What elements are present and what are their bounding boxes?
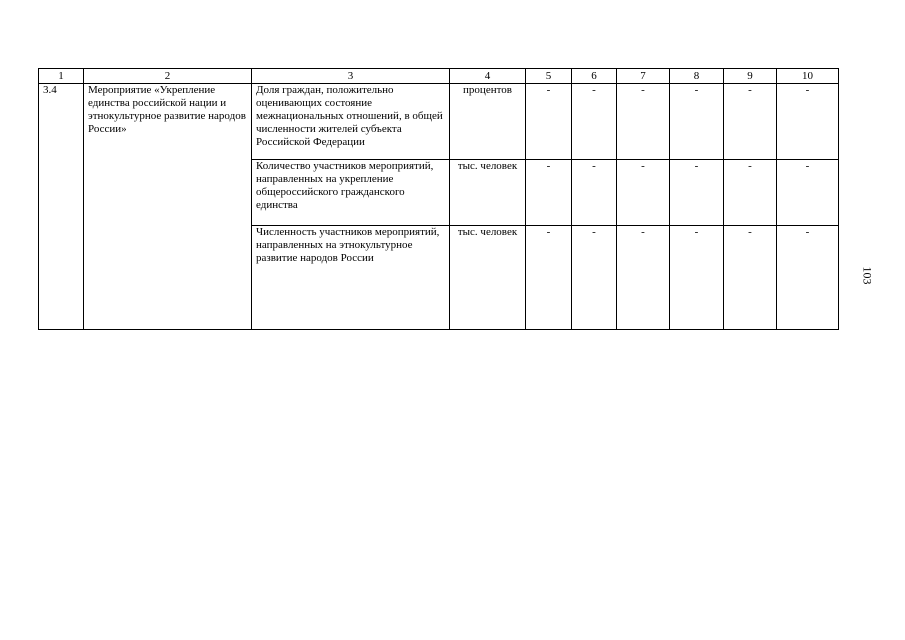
- header-cell-3: 3: [252, 69, 450, 84]
- event-name-cell: Мероприятие «Укрепление единства российской нации и этнокультурное развитие народов России»: [84, 84, 252, 330]
- value-cell: -: [724, 226, 777, 330]
- header-cell-8: 8: [670, 69, 724, 84]
- value-cell: -: [777, 160, 839, 226]
- value-cell: -: [572, 226, 617, 330]
- value-cell: -: [526, 226, 572, 330]
- header-row: [39, 69, 839, 84]
- header-cell-6: 6: [572, 69, 617, 84]
- value-cell: -: [670, 160, 724, 226]
- value-cell: -: [572, 160, 617, 226]
- header-cell-10: 10: [777, 69, 839, 84]
- header-cell-9: 9: [724, 69, 777, 84]
- indicator-name-cell: Количество участников мероприятий, направленных на укрепление общероссийского гражданского единства: [252, 160, 450, 226]
- unit-cell: процентов: [450, 84, 526, 160]
- value-cell: -: [526, 160, 572, 226]
- value-cell: -: [526, 84, 572, 160]
- value-cell: -: [777, 226, 839, 330]
- value-cell: -: [670, 226, 724, 330]
- value-cell: -: [617, 226, 670, 330]
- unit-cell: тыс. человек: [450, 226, 526, 330]
- value-cell: -: [777, 84, 839, 160]
- value-cell: -: [724, 160, 777, 226]
- unit-cell: тыс. человек: [450, 160, 526, 226]
- indicator-name-cell: Доля граждан, положительно оценивающих состояние межнациональных отношений, в общей численности жителей субъекта Российской Федерации: [252, 84, 450, 160]
- row-id-cell: 3.4: [39, 84, 84, 330]
- value-cell: -: [617, 84, 670, 160]
- header-cell-4: 4: [450, 69, 526, 84]
- header-cell-2: 2: [84, 69, 252, 84]
- value-cell: -: [724, 84, 777, 160]
- value-cell: -: [572, 84, 617, 160]
- value-cell: -: [617, 160, 670, 226]
- header-cell-7: 7: [617, 69, 670, 84]
- indicator-name-cell: Численность участников мероприятий, направленных на этнокультурное развитие народов России: [252, 226, 450, 330]
- value-cell: -: [670, 84, 724, 160]
- indicator-table: [38, 68, 839, 330]
- header-cell-1: 1: [39, 69, 84, 84]
- page-number: 103: [860, 266, 875, 285]
- table-row: [39, 84, 839, 160]
- header-cell-5: 5: [526, 69, 572, 84]
